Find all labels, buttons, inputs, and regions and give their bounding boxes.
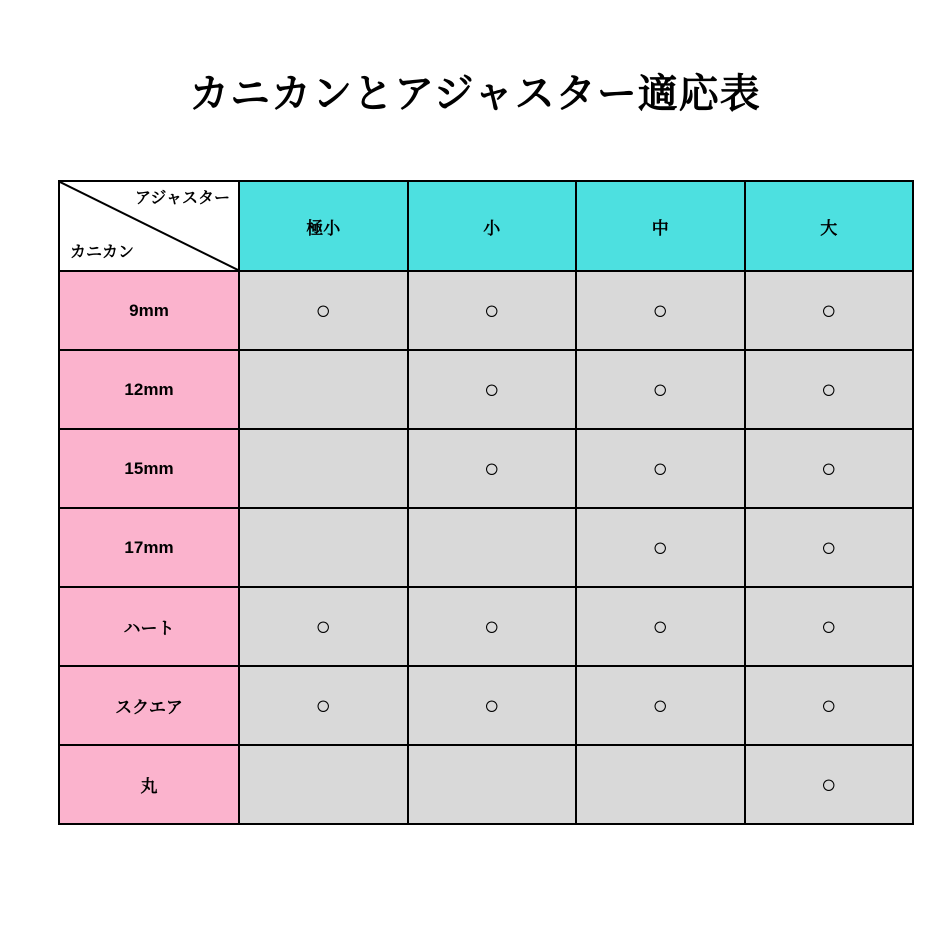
- cell-3-2: [576, 508, 745, 587]
- cell-5-3: [745, 666, 914, 745]
- cell-mark: ○: [652, 453, 669, 483]
- cell-4-0: [239, 587, 408, 666]
- row-header-2: 15mm: [59, 429, 239, 508]
- cell-mark: ○: [820, 453, 837, 483]
- cell-1-0: [239, 350, 408, 429]
- table-row: [59, 271, 913, 350]
- cell-mark: ○: [820, 690, 837, 720]
- cell-mark: ○: [315, 611, 332, 641]
- table-header-row: [59, 181, 913, 271]
- table-row: [59, 745, 913, 824]
- cell-mark: ○: [483, 374, 500, 404]
- cell-6-2: [576, 745, 745, 824]
- row-header-3: 17mm: [59, 508, 239, 587]
- cell-6-1: [408, 745, 577, 824]
- cell-3-0: [239, 508, 408, 587]
- cell-4-1: [408, 587, 577, 666]
- column-header-3: 大: [745, 181, 914, 271]
- compatibility-table-wrapper: [58, 180, 914, 825]
- table-header: [59, 181, 913, 271]
- column-header-0: 極小: [239, 181, 408, 271]
- row-header-6: 丸: [59, 745, 239, 824]
- table-body: [59, 271, 913, 824]
- cell-mark: ○: [652, 690, 669, 720]
- row-header-4: ハート: [59, 587, 239, 666]
- cell-0-3: [745, 271, 914, 350]
- cell-mark: ○: [483, 690, 500, 720]
- cell-0-1: [408, 271, 577, 350]
- cell-1-3: [745, 350, 914, 429]
- cell-5-0: [239, 666, 408, 745]
- cell-mark: ○: [820, 295, 837, 325]
- table-corner-cell: [59, 181, 239, 271]
- cell-1-2: [576, 350, 745, 429]
- cell-mark: ○: [483, 295, 500, 325]
- cell-2-2: [576, 429, 745, 508]
- row-header-5: スクエア: [59, 666, 239, 745]
- cell-0-0: [239, 271, 408, 350]
- cell-5-1: [408, 666, 577, 745]
- row-header-0: 9mm: [59, 271, 239, 350]
- cell-mark: ○: [315, 690, 332, 720]
- page-title: カニカンとアジャスター適応表: [189, 72, 761, 116]
- cell-mark: ○: [820, 769, 837, 799]
- cell-4-2: [576, 587, 745, 666]
- column-header-2: 中: [576, 181, 745, 271]
- cell-mark: ○: [483, 453, 500, 483]
- corner-inner: [60, 182, 238, 270]
- row-header-1: 12mm: [59, 350, 239, 429]
- table-row: [59, 508, 913, 587]
- column-axis-label: アジャスター: [134, 190, 230, 207]
- cell-3-1: [408, 508, 577, 587]
- cell-6-3: [745, 745, 914, 824]
- cell-2-3: [745, 429, 914, 508]
- cell-mark: ○: [820, 532, 837, 562]
- cell-4-3: [745, 587, 914, 666]
- cell-mark: ○: [483, 611, 500, 641]
- cell-mark: ○: [315, 295, 332, 325]
- cell-5-2: [576, 666, 745, 745]
- column-header-1: 小: [408, 181, 577, 271]
- cell-2-1: [408, 429, 577, 508]
- cell-mark: ○: [652, 532, 669, 562]
- cell-6-0: [239, 745, 408, 824]
- cell-3-3: [745, 508, 914, 587]
- table-row: [59, 587, 913, 666]
- table-row: [59, 429, 913, 508]
- cell-mark: ○: [652, 295, 669, 325]
- cell-2-0: [239, 429, 408, 508]
- row-axis-label: カニカン: [70, 244, 135, 261]
- table-row: [59, 350, 913, 429]
- compatibility-table: [58, 180, 914, 825]
- cell-mark: ○: [652, 611, 669, 641]
- cell-1-1: [408, 350, 577, 429]
- cell-0-2: [576, 271, 745, 350]
- cell-mark: ○: [820, 374, 837, 404]
- cell-mark: ○: [652, 374, 669, 404]
- cell-mark: ○: [820, 611, 837, 641]
- table-row: [59, 666, 913, 745]
